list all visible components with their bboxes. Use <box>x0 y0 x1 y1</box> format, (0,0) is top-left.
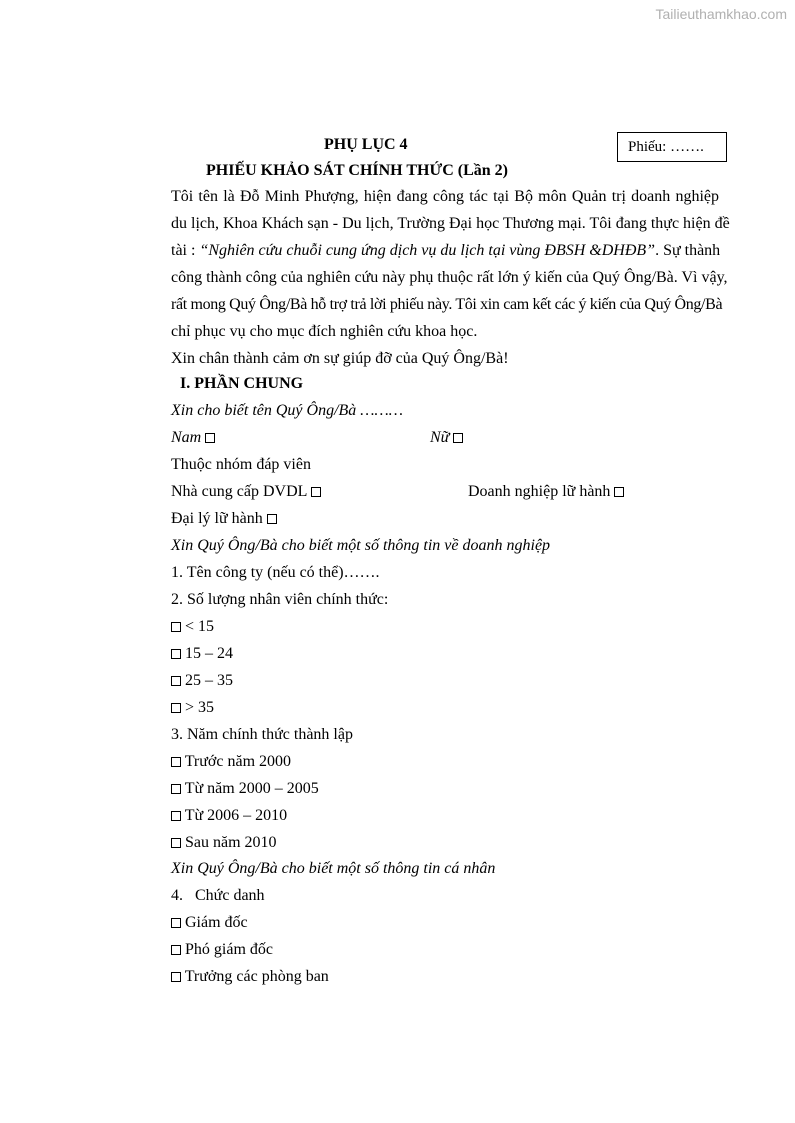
q4-checkbox[interactable] <box>171 918 181 928</box>
question-1: 1. Tên công ty (nếu có thể)……. <box>171 564 380 581</box>
company-info-prompt: Xin Quý Ông/Bà cho biết một số thông tin về doanh nghiệp <box>171 537 551 554</box>
q3-checkbox[interactable] <box>171 784 181 794</box>
q2-option[interactable]: > 35 <box>171 698 214 718</box>
q2-checkbox[interactable] <box>171 649 181 659</box>
male-checkbox[interactable] <box>205 433 215 443</box>
section-general-heading: I. PHẦN CHUNG <box>180 375 304 392</box>
question-4: 4. Chức danh <box>171 887 265 904</box>
gender-female-option[interactable]: Nữ <box>430 428 463 448</box>
provider-checkbox[interactable] <box>311 487 321 497</box>
question-3: 3. Năm chính thức thành lập <box>171 726 353 743</box>
q2-option[interactable]: < 15 <box>171 617 214 637</box>
group-tour-operator-option[interactable]: Doanh nghiệp lữ hành <box>468 482 624 502</box>
tour-operator-checkbox[interactable] <box>614 487 624 497</box>
q2-checkbox[interactable] <box>171 676 181 686</box>
intro-line-5: rất mong Quý Ông/Bà hỗ trợ trả lời phiếu này. Tôi xin cam kết các ý kiến của Quý Ông/Bà <box>171 296 723 313</box>
ticket-number-box: Phiếu: ……. <box>617 132 727 162</box>
intro-line-2: du lịch, Khoa Khách sạn - Du lịch, Trường Đại học Thương mại. Tôi đang thực hiện đề <box>171 215 730 232</box>
intro-line-1: Tôi tên là Đỗ Minh Phượng, hiện đang công tác tại Bộ môn Quản trị doanh nghiệp <box>171 188 719 205</box>
q4-option[interactable]: Phó giám đốc <box>171 940 273 960</box>
intro-line-6: chỉ phục vụ cho mục đích nghiên cứu khoa học. <box>171 323 478 340</box>
q4-option[interactable]: Trưởng các phòng ban <box>171 967 329 987</box>
q2-checkbox[interactable] <box>171 622 181 632</box>
survey-title: PHIẾU KHẢO SÁT CHÍNH THỨC (Lần 2) <box>206 162 508 179</box>
q3-option[interactable]: Trước năm 2000 <box>171 752 291 772</box>
question-2: 2. Số lượng nhân viên chính thức: <box>171 591 389 608</box>
personal-info-prompt: Xin Quý Ông/Bà cho biết một số thông tin cá nhân <box>171 860 496 877</box>
appendix-title: PHỤ LỤC 4 <box>324 136 408 153</box>
q4-checkbox[interactable] <box>171 945 181 955</box>
female-checkbox[interactable] <box>453 433 463 443</box>
q4-option[interactable]: Giám đốc <box>171 913 248 933</box>
q3-checkbox[interactable] <box>171 838 181 848</box>
intro-line-4: công thành công của nghiên cứu này phụ thuộc rất lớn ý kiến của Quý Ông/Bà. Vì vậy, <box>171 269 728 286</box>
q3-option[interactable]: Sau năm 2010 <box>171 833 277 853</box>
respondent-group-label: Thuộc nhóm đáp viên <box>171 456 311 473</box>
group-provider-option[interactable]: Nhà cung cấp DVDL <box>171 482 321 502</box>
name-prompt: Xin cho biết tên Quý Ông/Bà ……… <box>171 402 403 419</box>
watermark: Tailieuthamkhao.com <box>655 6 787 22</box>
intro-line-3: tài : “Nghiên cứu chuỗi cung ứng dịch vụ du lịch tại vùng ĐBSH &DHĐB”. Sự thành <box>171 242 721 259</box>
travel-agent-checkbox[interactable] <box>267 514 277 524</box>
q2-option[interactable]: 25 – 35 <box>171 671 233 691</box>
q3-checkbox[interactable] <box>171 811 181 821</box>
q2-option[interactable]: 15 – 24 <box>171 644 233 664</box>
q2-checkbox[interactable] <box>171 703 181 713</box>
q3-option[interactable]: Từ năm 2000 – 2005 <box>171 779 319 799</box>
q4-checkbox[interactable] <box>171 972 181 982</box>
q3-checkbox[interactable] <box>171 757 181 767</box>
group-travel-agent-option[interactable]: Đại lý lữ hành <box>171 509 277 529</box>
q3-option[interactable]: Từ 2006 – 2010 <box>171 806 287 826</box>
gender-male-option[interactable]: Nam <box>171 428 215 448</box>
thanks-line: Xin chân thành cảm ơn sự giúp đỡ của Quý Ông/Bà! <box>171 350 509 367</box>
